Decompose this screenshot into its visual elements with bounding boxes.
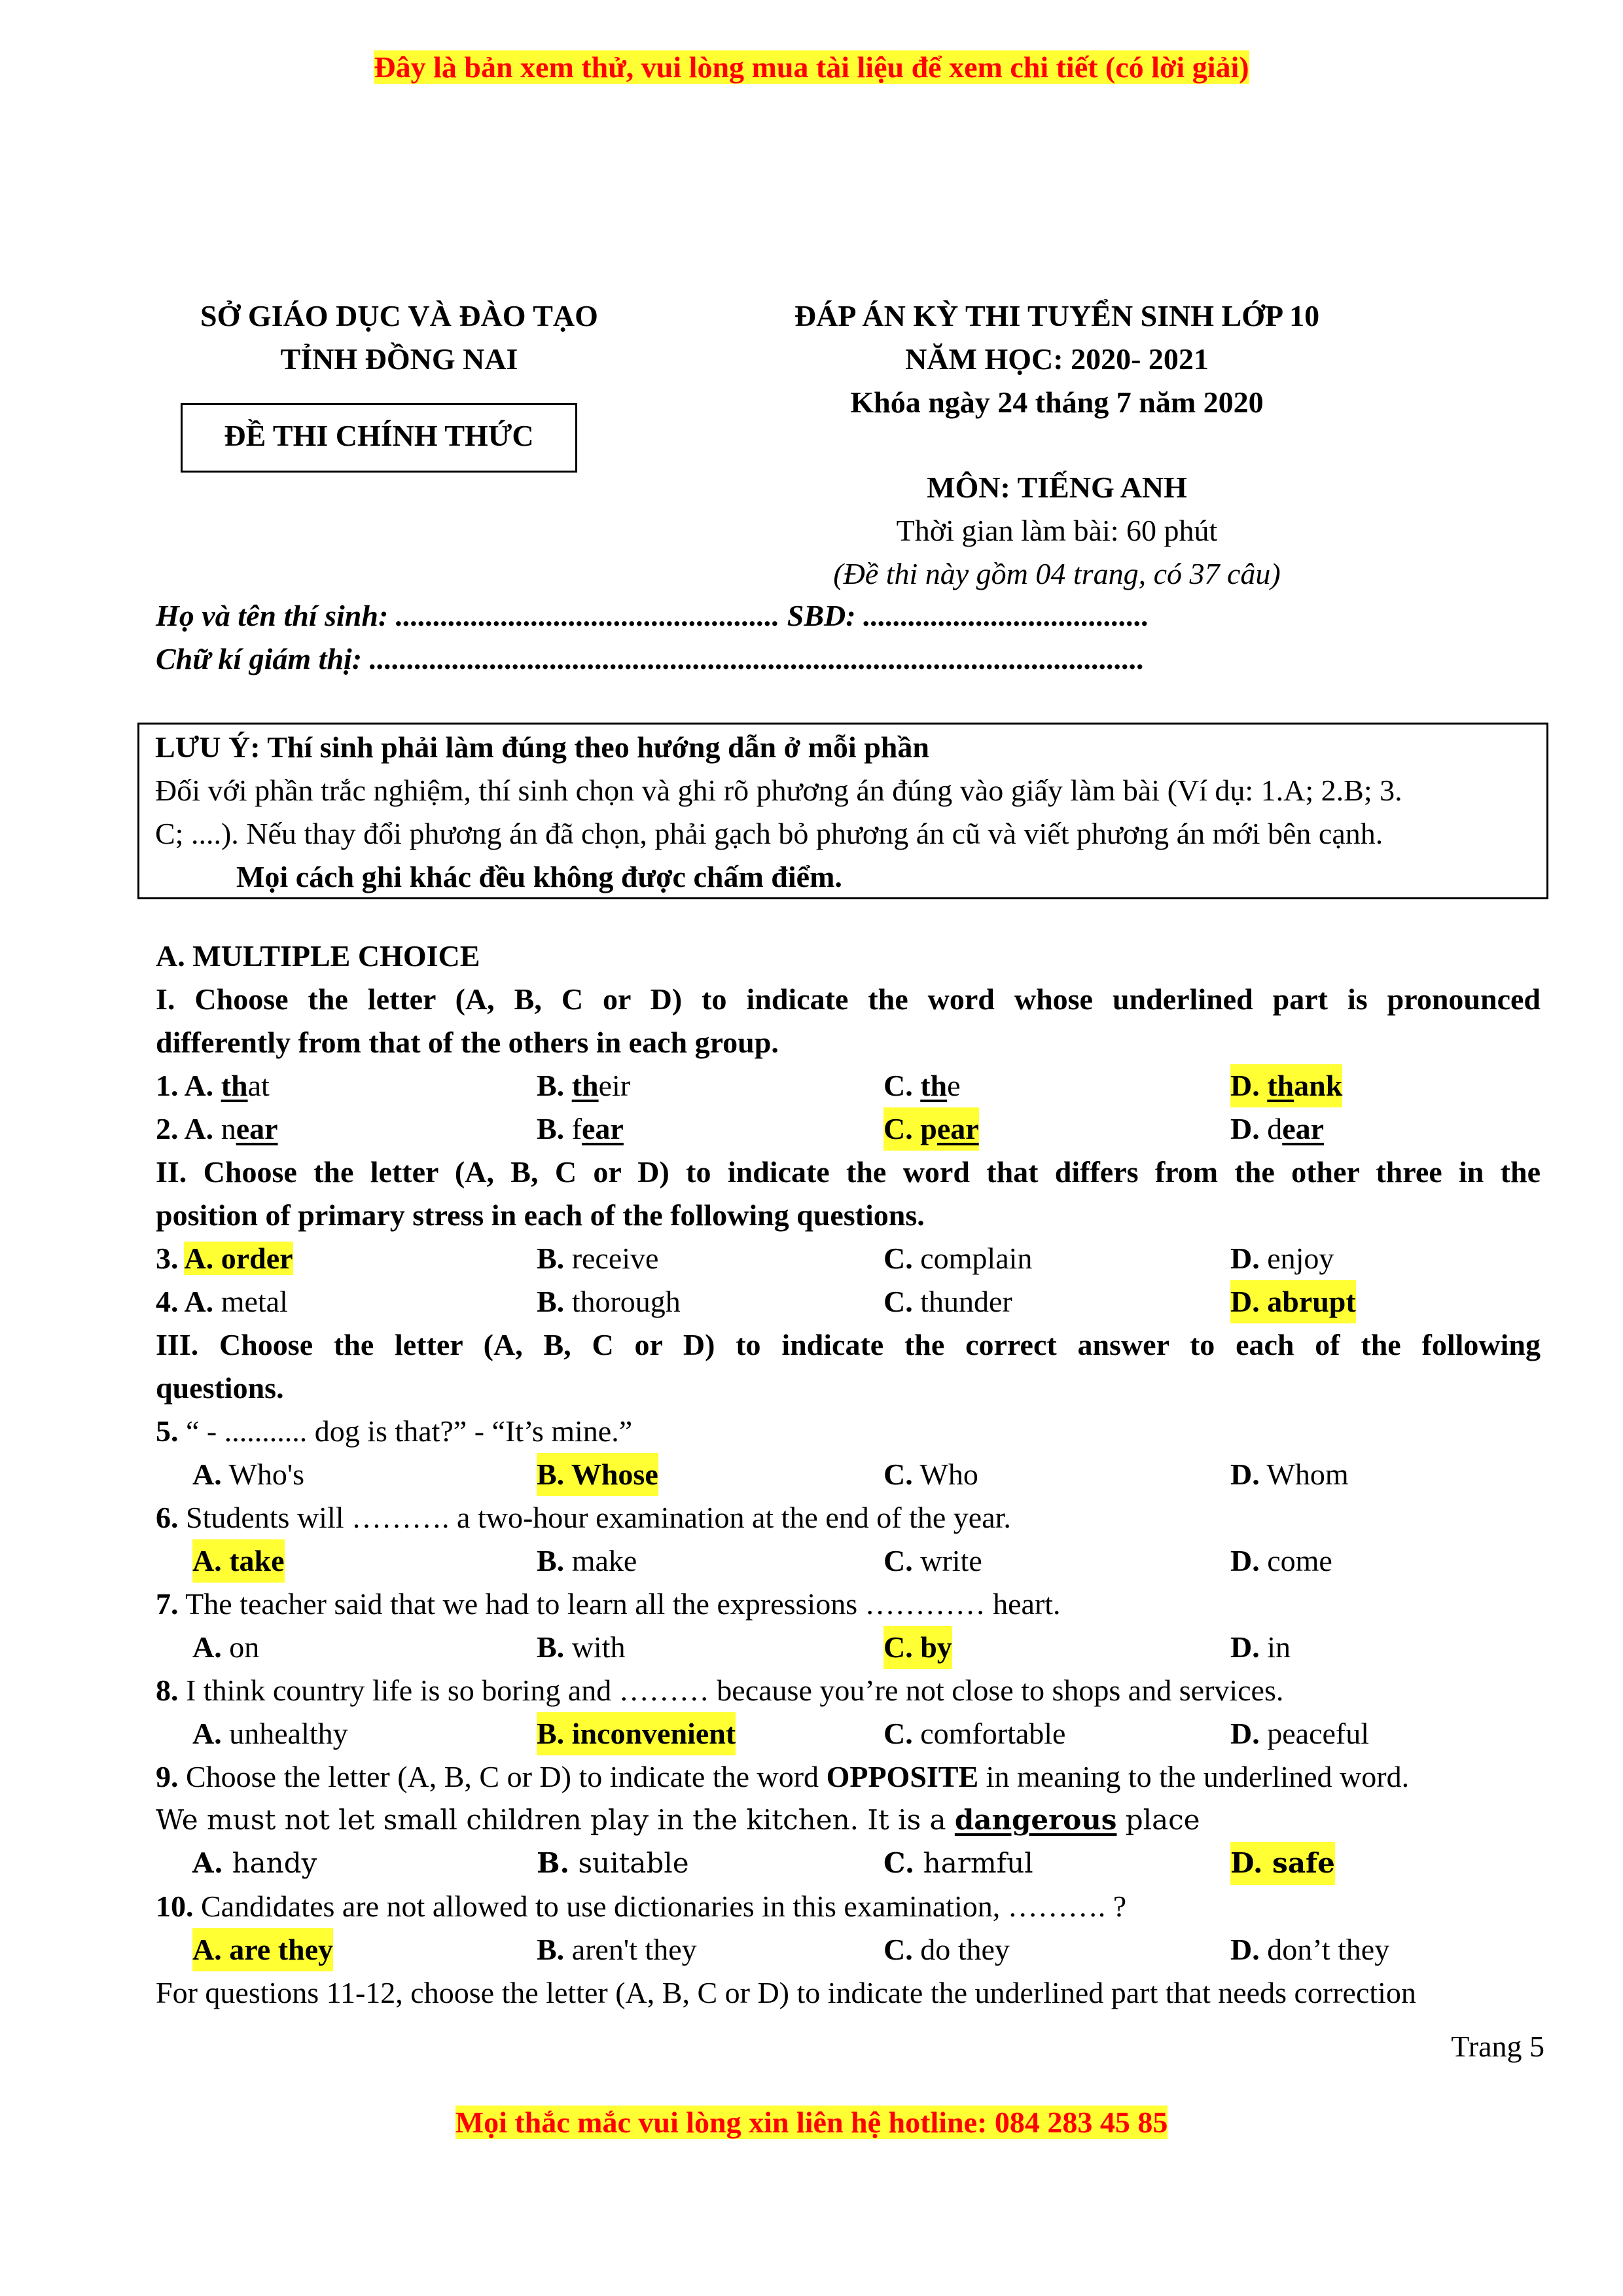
question-6-options (0, 1539, 1623, 1583)
q6-option-c: C. write (883, 1544, 982, 1577)
q2-option-a: 2. A. near (156, 1112, 278, 1145)
note-box (137, 723, 1548, 899)
q9-option-a: A. handy (192, 1847, 317, 1879)
q10-option-c: C. do they (883, 1933, 1010, 1966)
q9-sentence: We must not let small children play in the kitchen. It is a dangerous place (156, 1804, 1200, 1836)
q9-stem: 9. Choose the letter (A, B, C or D) to indicate the word OPPOSITE in meaning to the underlined word. (156, 1760, 1410, 1793)
q11-12-instruction: For questions 11-12, choose the letter (A, B, C or D) to indicate the underlined part that needs correction (156, 1976, 1416, 2009)
exam-date: Khóa ngày 24 tháng 7 năm 2020 (850, 386, 1264, 419)
q5-option-a: A. Who's (192, 1458, 305, 1491)
q1-option-c: C. the (883, 1069, 961, 1102)
q8-option-d: D. peaceful (1230, 1717, 1370, 1750)
q4-option-a: 4. A. metal (156, 1285, 288, 1318)
note-line-3: Mọi cách ghi khác đều không được chấm điểm. (236, 860, 842, 893)
q2-option-c-answer: C. pear (883, 1107, 979, 1151)
candidate-name-line: Họ và tên thí sinh: ................................................... SBD: ...................................... (156, 599, 1150, 632)
q9-option-d-answer: D. safe (1230, 1842, 1335, 1885)
question-1 (0, 1064, 1623, 1107)
question-8-options (0, 1712, 1623, 1755)
q10-option-a-answer: A. are they (192, 1928, 333, 1971)
q2-option-b: B. fear (537, 1112, 624, 1145)
q4-option-b: B. thorough (537, 1285, 681, 1318)
q1-option-b: B. their (537, 1069, 631, 1102)
q7-option-d: D. in (1230, 1630, 1291, 1664)
note-line-1: Đối với phần trắc nghiệm, thí sinh chọn và ghi rõ phương án đúng vào giấy làm bài (Ví dụ: 1.A; 2.B; 3. (155, 774, 1402, 807)
q3-option-c: C. complain (883, 1242, 1033, 1275)
q1-option-d-answer: D. thank (1230, 1064, 1342, 1107)
q8-option-c: C. comfortable (883, 1717, 1066, 1750)
q5-stem: 5. “ - ........... dog is that?” - “It’s mine.” (156, 1414, 633, 1448)
question-2 (0, 1107, 1623, 1151)
top-notice: Đây là bản xem thử, vui lòng mua tài liệu để xem chi tiết (có lời giải) (374, 50, 1249, 84)
part3-instruction-line1: III. Choose the letter (A, B, C or D) to indicate the correct answer to each of the following (156, 1328, 1541, 1361)
question-5-options (0, 1453, 1623, 1496)
q9-option-b: B. suitable (537, 1847, 689, 1879)
q5-option-b-answer: B. Whose (537, 1453, 658, 1496)
note-line-2: C; ....). Nếu thay đổi phương án đã chọn, phải gạch bỏ phương án cũ và viết phương án mới bên cạnh. (155, 817, 1383, 850)
q6-option-a-answer: A. take (192, 1539, 285, 1583)
q8-option-b-answer: B. inconvenient (537, 1712, 736, 1755)
part2-instruction-line2: position of primary stress in each of the following questions. (156, 1198, 925, 1232)
part1-instruction-line1: I. Choose the letter (A, B, C or D) to indicate the word whose underlined part is pronounced (156, 982, 1541, 1016)
q2-option-d: D. dear (1230, 1112, 1325, 1145)
q4-option-c: C. thunder (883, 1285, 1012, 1318)
supervisor-signature-line: Chữ kí giám thị: ....................................................................................................... (156, 642, 1145, 675)
question-3 (0, 1237, 1623, 1280)
q10-option-b: B. aren't they (537, 1933, 697, 1966)
q5-option-c: C. Who (883, 1458, 978, 1491)
q3-option-b: B. receive (537, 1242, 659, 1275)
q7-option-b: B. with (537, 1630, 626, 1664)
question-10-options (0, 1928, 1623, 1971)
page-number: Trang 5 (1451, 2030, 1544, 2063)
school-year: NĂM HỌC: 2020- 2021 (905, 342, 1209, 376)
q8-stem: 8. I think country life is so boring and ……… because you’re not close to shops and services. (156, 1674, 1284, 1707)
q8-option-a: A. unhealthy (192, 1717, 348, 1750)
pages-note: (Đề thi này gồm 04 trang, có 37 câu) (833, 557, 1281, 590)
official-exam-box: ĐỀ THI CHÍNH THỨC (181, 403, 577, 473)
q10-option-d: D. don’t they (1230, 1933, 1390, 1966)
q3-option-a-answer: 3. A. order (156, 1242, 293, 1275)
q4-option-d-answer: D. abrupt (1230, 1280, 1356, 1323)
note-title: LƯU Ý: Thí sinh phải làm đúng theo hướng dẫn ở mỗi phần (155, 730, 929, 764)
bottom-notice: Mọi thắc mắc vui lòng xin liên hệ hotline: 084 283 45 85 (455, 2106, 1168, 2139)
q7-stem: 7. The teacher said that we had to learn all the expressions ………… heart. (156, 1587, 1061, 1621)
answer-key-title: ĐÁP ÁN KỲ THI TUYỂN SINH LỚP 10 (794, 299, 1320, 332)
q10-stem: 10. Candidates are not allowed to use dictionaries in this examination, ………. ? (156, 1890, 1127, 1923)
part3-instruction-line2: questions. (156, 1371, 284, 1405)
q6-option-b: B. make (537, 1544, 637, 1577)
section-a-title: A. MULTIPLE CHOICE (156, 939, 480, 973)
department-name: SỞ GIÁO DỤC VÀ ĐÀO TẠO (200, 299, 598, 332)
question-4 (0, 1280, 1623, 1323)
q9-option-c: C. harmful (883, 1847, 1033, 1879)
province-name: TỈNH ĐỒNG NAI (280, 342, 518, 376)
q7-option-c-answer: C. by (883, 1626, 952, 1669)
duration: Thời gian làm bài: 60 phút (896, 514, 1218, 547)
q6-stem: 6. Students will ………. a two-hour examination at the end of the year. (156, 1501, 1011, 1534)
q6-option-d: D. come (1230, 1544, 1332, 1577)
q5-option-d: D. Whom (1230, 1458, 1349, 1491)
part2-instruction-line1: II. Choose the letter (A, B, C or D) to indicate the word that differs from the other three in the (156, 1155, 1541, 1189)
subject-title: MÔN: TIẾNG ANH (927, 471, 1187, 504)
q1-option-a: 1. A. that (156, 1069, 270, 1102)
question-7-options (0, 1626, 1623, 1669)
question-9-options (0, 1842, 1623, 1885)
q3-option-d: D. enjoy (1230, 1242, 1334, 1275)
q7-option-a: A. on (192, 1630, 260, 1664)
part1-instruction-line2: differently from that of the others in each group. (156, 1026, 779, 1059)
